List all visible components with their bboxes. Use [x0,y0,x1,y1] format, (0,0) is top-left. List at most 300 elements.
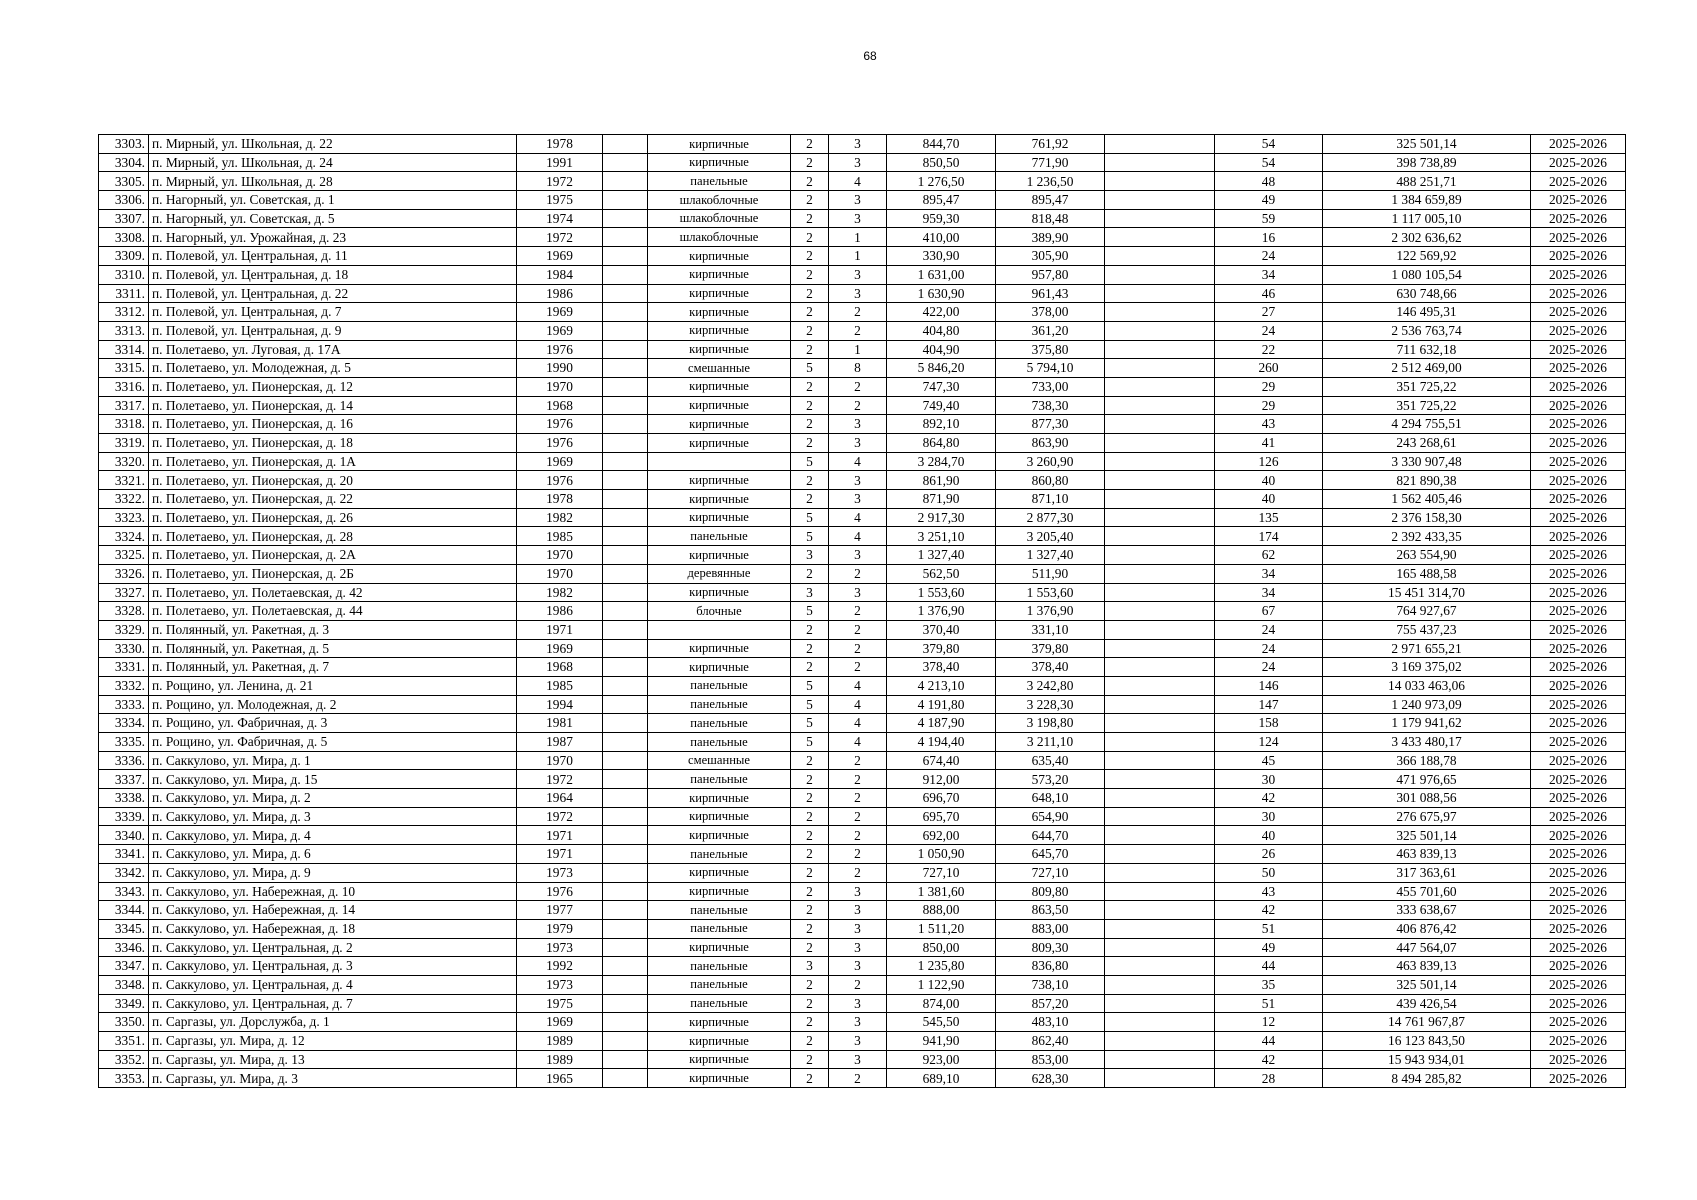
repair-period: 2025-2026 [1531,490,1626,509]
living-area: 573,20 [996,770,1105,789]
build-year: 1968 [517,396,603,415]
residents-count: 135 [1215,508,1323,527]
entrances-count: 3 [829,471,887,490]
address: п. Полевой, ул. Центральная, д. 7 [149,303,517,322]
address: п. Саккулово, ул. Мира, д. 2 [149,789,517,808]
living-area: 361,20 [996,321,1105,340]
empty-cell [603,415,648,434]
total-area: 747,30 [887,377,996,396]
repair-period: 2025-2026 [1531,751,1626,770]
empty-cell [1105,321,1215,340]
entrances-count: 3 [829,1050,887,1069]
table-row [99,957,1626,976]
total-area: 1 630,90 [887,284,996,303]
build-year: 1968 [517,658,603,677]
entrances-count: 4 [829,527,887,546]
living-area: 375,80 [996,340,1105,359]
floors-count: 2 [791,1050,829,1069]
page-number: 68 [863,49,877,63]
empty-cell [603,863,648,882]
repair-cost: 3 330 907,48 [1323,452,1531,471]
empty-cell [603,284,648,303]
table-row [99,153,1626,172]
residents-count: 260 [1215,359,1323,378]
total-area: 1 553,60 [887,583,996,602]
living-area: 3 260,90 [996,452,1105,471]
repair-period: 2025-2026 [1531,228,1626,247]
entrances-count: 2 [829,789,887,808]
repair-period: 2025-2026 [1531,265,1626,284]
living-area: 727,10 [996,863,1105,882]
empty-cell [1105,789,1215,808]
repair-period: 2025-2026 [1531,209,1626,228]
build-year: 1984 [517,265,603,284]
empty-cell [603,228,648,247]
entrances-count: 3 [829,265,887,284]
empty-cell [1105,340,1215,359]
residents-count: 34 [1215,564,1323,583]
repair-cost: 1 240 973,09 [1323,695,1531,714]
repair-cost: 351 725,22 [1323,396,1531,415]
table-row [99,1032,1626,1051]
residents-count: 40 [1215,490,1323,509]
row-number: 3347. [99,957,149,976]
build-year: 1975 [517,191,603,210]
empty-cell [1105,396,1215,415]
row-number: 3328. [99,602,149,621]
empty-cell [603,845,648,864]
living-area: 379,80 [996,639,1105,658]
empty-cell [1105,882,1215,901]
entrances-count: 1 [829,228,887,247]
wall-material: кирпичные [648,434,791,453]
table-row [99,1050,1626,1069]
row-number: 3335. [99,733,149,752]
repair-period: 2025-2026 [1531,733,1626,752]
repair-cost: 263 554,90 [1323,546,1531,565]
repair-period: 2025-2026 [1531,415,1626,434]
wall-material: панельные [648,770,791,789]
wall-material: блочные [648,602,791,621]
table-row [99,863,1626,882]
floors-count: 2 [791,228,829,247]
wall-material: панельные [648,172,791,191]
empty-cell [603,676,648,695]
address: п. Саргазы, ул. Дорслужба, д. 1 [149,1013,517,1032]
floors-count: 2 [791,751,829,770]
repair-period: 2025-2026 [1531,396,1626,415]
total-area: 1 381,60 [887,882,996,901]
entrances-count: 4 [829,676,887,695]
address: п. Саккулово, ул. Центральная, д. 2 [149,938,517,957]
wall-material: кирпичные [648,303,791,322]
entrances-count: 2 [829,770,887,789]
table-row [99,695,1626,714]
empty-cell [1105,247,1215,266]
address: п. Полетаево, ул. Пионерская, д. 12 [149,377,517,396]
repair-cost: 317 363,61 [1323,863,1531,882]
table-row [99,340,1626,359]
empty-cell [1105,1069,1215,1088]
table-body [99,135,1626,1088]
repair-cost: 3 433 480,17 [1323,733,1531,752]
row-number: 3340. [99,826,149,845]
entrances-count: 2 [829,321,887,340]
residents-count: 146 [1215,676,1323,695]
row-number: 3334. [99,714,149,733]
repair-period: 2025-2026 [1531,919,1626,938]
build-year: 1970 [517,564,603,583]
empty-cell [603,377,648,396]
repair-cost: 4 294 755,51 [1323,415,1531,434]
table-row [99,1013,1626,1032]
floors-count: 2 [791,172,829,191]
address: п. Саргазы, ул. Мира, д. 12 [149,1032,517,1051]
empty-cell [1105,228,1215,247]
floors-count: 2 [791,938,829,957]
total-area: 4 191,80 [887,695,996,714]
total-area: 844,70 [887,135,996,154]
repair-cost: 1 562 405,46 [1323,490,1531,509]
row-number: 3314. [99,340,149,359]
repair-cost: 463 839,13 [1323,957,1531,976]
floors-count: 2 [791,209,829,228]
table-row [99,602,1626,621]
floors-count: 2 [791,901,829,920]
entrances-count: 3 [829,434,887,453]
wall-material: кирпичные [648,321,791,340]
empty-cell [1105,452,1215,471]
wall-material: шлакоблочные [648,209,791,228]
wall-material: кирпичные [648,658,791,677]
total-area: 941,90 [887,1032,996,1051]
living-area: 644,70 [996,826,1105,845]
living-area: 628,30 [996,1069,1105,1088]
row-number: 3308. [99,228,149,247]
entrances-count: 3 [829,153,887,172]
total-area: 895,47 [887,191,996,210]
build-year: 1970 [517,546,603,565]
row-number: 3324. [99,527,149,546]
floors-count: 2 [791,564,829,583]
table-row [99,919,1626,938]
wall-material: шлакоблочные [648,191,791,210]
repair-cost: 398 738,89 [1323,153,1531,172]
total-area: 749,40 [887,396,996,415]
empty-cell [1105,415,1215,434]
wall-material: кирпичные [648,490,791,509]
wall-material: панельные [648,695,791,714]
empty-cell [603,396,648,415]
table-row [99,751,1626,770]
repair-cost: 2 971 655,21 [1323,639,1531,658]
total-area: 874,00 [887,994,996,1013]
empty-cell [1105,658,1215,677]
row-number: 3342. [99,863,149,882]
empty-cell [603,714,648,733]
entrances-count: 3 [829,1013,887,1032]
table-row [99,639,1626,658]
wall-material: панельные [648,901,791,920]
repair-cost: 2 376 158,30 [1323,508,1531,527]
empty-cell [603,957,648,976]
empty-cell [603,340,648,359]
repair-period: 2025-2026 [1531,1032,1626,1051]
table-row [99,172,1626,191]
residents-count: 27 [1215,303,1323,322]
living-area: 862,40 [996,1032,1105,1051]
row-number: 3327. [99,583,149,602]
table-row [99,135,1626,154]
living-area: 511,90 [996,564,1105,583]
floors-count: 2 [791,826,829,845]
living-area: 378,40 [996,658,1105,677]
entrances-count: 3 [829,994,887,1013]
row-number: 3349. [99,994,149,1013]
row-number: 3325. [99,546,149,565]
table-row [99,191,1626,210]
repair-cost: 755 437,23 [1323,620,1531,639]
build-year: 1969 [517,452,603,471]
floors-count: 2 [791,863,829,882]
empty-cell [1105,602,1215,621]
empty-cell [603,901,648,920]
row-number: 3350. [99,1013,149,1032]
wall-material: кирпичные [648,583,791,602]
table-row [99,826,1626,845]
total-area: 1 631,00 [887,265,996,284]
empty-cell [603,583,648,602]
repair-cost: 439 426,54 [1323,994,1531,1013]
living-area: 483,10 [996,1013,1105,1032]
row-number: 3330. [99,639,149,658]
total-area: 370,40 [887,620,996,639]
wall-material: кирпичные [648,508,791,527]
build-year: 1989 [517,1032,603,1051]
floors-count: 3 [791,957,829,976]
repair-period: 2025-2026 [1531,191,1626,210]
living-area: 1 376,90 [996,602,1105,621]
residents-count: 50 [1215,863,1323,882]
repair-period: 2025-2026 [1531,658,1626,677]
repair-period: 2025-2026 [1531,1013,1626,1032]
living-area: 860,80 [996,471,1105,490]
empty-cell [603,153,648,172]
repair-period: 2025-2026 [1531,247,1626,266]
address: п. Нагорный, ул. Советская, д. 5 [149,209,517,228]
repair-period: 2025-2026 [1531,135,1626,154]
empty-cell [1105,863,1215,882]
empty-cell [603,994,648,1013]
residents-count: 42 [1215,789,1323,808]
repair-period: 2025-2026 [1531,1050,1626,1069]
row-number: 3304. [99,153,149,172]
empty-cell [603,359,648,378]
build-year: 1979 [517,919,603,938]
total-area: 1 235,80 [887,957,996,976]
address: п. Полетаево, ул. Пионерская, д. 2А [149,546,517,565]
residents-count: 62 [1215,546,1323,565]
table-row [99,845,1626,864]
total-area: 1 327,40 [887,546,996,565]
address: п. Полевой, ул. Центральная, д. 22 [149,284,517,303]
table-row [99,789,1626,808]
entrances-count: 2 [829,863,887,882]
living-area: 1 327,40 [996,546,1105,565]
residents-count: 67 [1215,602,1323,621]
repair-cost: 325 501,14 [1323,975,1531,994]
empty-cell [603,975,648,994]
empty-cell [1105,938,1215,957]
repair-period: 2025-2026 [1531,546,1626,565]
wall-material: панельные [648,919,791,938]
total-area: 379,80 [887,639,996,658]
address: п. Саккулово, ул. Набережная, д. 14 [149,901,517,920]
table-row [99,303,1626,322]
build-year: 1977 [517,901,603,920]
build-year: 1972 [517,228,603,247]
repair-period: 2025-2026 [1531,1069,1626,1088]
residents-count: 24 [1215,321,1323,340]
floors-count: 2 [791,247,829,266]
total-area: 692,00 [887,826,996,845]
residents-count: 43 [1215,415,1323,434]
wall-material: кирпичные [648,1050,791,1069]
repair-period: 2025-2026 [1531,639,1626,658]
repair-cost: 630 748,66 [1323,284,1531,303]
wall-material: кирпичные [648,882,791,901]
entrances-count: 3 [829,135,887,154]
residents-count: 59 [1215,209,1323,228]
table-row [99,994,1626,1013]
entrances-count: 4 [829,452,887,471]
repair-cost: 406 876,42 [1323,919,1531,938]
build-year: 1973 [517,863,603,882]
living-area: 853,00 [996,1050,1105,1069]
address: п. Нагорный, ул. Советская, д. 1 [149,191,517,210]
table-row [99,527,1626,546]
entrances-count: 3 [829,1032,887,1051]
residents-count: 40 [1215,826,1323,845]
table-row [99,209,1626,228]
repair-cost: 15 451 314,70 [1323,583,1531,602]
address: п. Рощино, ул. Фабричная, д. 3 [149,714,517,733]
address: п. Саккулово, ул. Мира, д. 4 [149,826,517,845]
wall-material: кирпичные [648,153,791,172]
residents-count: 54 [1215,153,1323,172]
empty-cell [603,826,648,845]
table-row [99,434,1626,453]
row-number: 3326. [99,564,149,583]
entrances-count: 3 [829,546,887,565]
build-year: 1991 [517,153,603,172]
table-row [99,938,1626,957]
entrances-count: 3 [829,284,887,303]
living-area: 389,90 [996,228,1105,247]
total-area: 1 376,90 [887,602,996,621]
floors-count: 2 [791,396,829,415]
empty-cell [603,620,648,639]
total-area: 861,90 [887,471,996,490]
empty-cell [603,789,648,808]
total-area: 562,50 [887,564,996,583]
floors-count: 2 [791,845,829,864]
build-year: 1990 [517,359,603,378]
repair-period: 2025-2026 [1531,863,1626,882]
build-year: 1969 [517,247,603,266]
address: п. Полетаево, ул. Пионерская, д. 26 [149,508,517,527]
residents-count: 49 [1215,938,1323,957]
total-area: 2 917,30 [887,508,996,527]
repair-period: 2025-2026 [1531,938,1626,957]
repair-cost: 2 512 469,00 [1323,359,1531,378]
wall-material: кирпичные [648,1013,791,1032]
build-year: 1972 [517,807,603,826]
entrances-count: 3 [829,957,887,976]
address: п. Полянный, ул. Ракетная, д. 7 [149,658,517,677]
repair-period: 2025-2026 [1531,620,1626,639]
wall-material: кирпичные [648,938,791,957]
entrances-count: 2 [829,807,887,826]
wall-material: смешанные [648,751,791,770]
repair-period: 2025-2026 [1531,975,1626,994]
repair-cost: 301 088,56 [1323,789,1531,808]
wall-material: кирпичные [648,863,791,882]
entrances-count: 3 [829,415,887,434]
residents-count: 158 [1215,714,1323,733]
living-area: 818,48 [996,209,1105,228]
row-number: 3329. [99,620,149,639]
empty-cell [603,1069,648,1088]
build-year: 1973 [517,938,603,957]
total-area: 727,10 [887,863,996,882]
residents-count: 34 [1215,265,1323,284]
build-year: 1976 [517,882,603,901]
floors-count: 2 [791,191,829,210]
address: п. Саккулово, ул. Центральная, д. 4 [149,975,517,994]
floors-count: 2 [791,135,829,154]
total-area: 422,00 [887,303,996,322]
residents-count: 43 [1215,882,1323,901]
entrances-count: 4 [829,172,887,191]
repair-period: 2025-2026 [1531,602,1626,621]
empty-cell [1105,620,1215,639]
table-row [99,901,1626,920]
empty-cell [603,564,648,583]
total-area: 674,40 [887,751,996,770]
address: п. Полетаево, ул. Пионерская, д. 14 [149,396,517,415]
row-number: 3309. [99,247,149,266]
floors-count: 5 [791,714,829,733]
total-area: 689,10 [887,1069,996,1088]
build-year: 1994 [517,695,603,714]
address: п. Полянный, ул. Ракетная, д. 5 [149,639,517,658]
entrances-count: 4 [829,508,887,527]
residents-count: 42 [1215,1050,1323,1069]
row-number: 3320. [99,452,149,471]
entrances-count: 2 [829,751,887,770]
address: п. Саккулово, ул. Центральная, д. 7 [149,994,517,1013]
repair-period: 2025-2026 [1531,807,1626,826]
repair-cost: 488 251,71 [1323,172,1531,191]
repair-period: 2025-2026 [1531,153,1626,172]
living-area: 809,80 [996,882,1105,901]
build-year: 1971 [517,845,603,864]
repair-period: 2025-2026 [1531,789,1626,808]
living-area: 1 553,60 [996,583,1105,602]
empty-cell [603,807,648,826]
build-year: 1982 [517,583,603,602]
